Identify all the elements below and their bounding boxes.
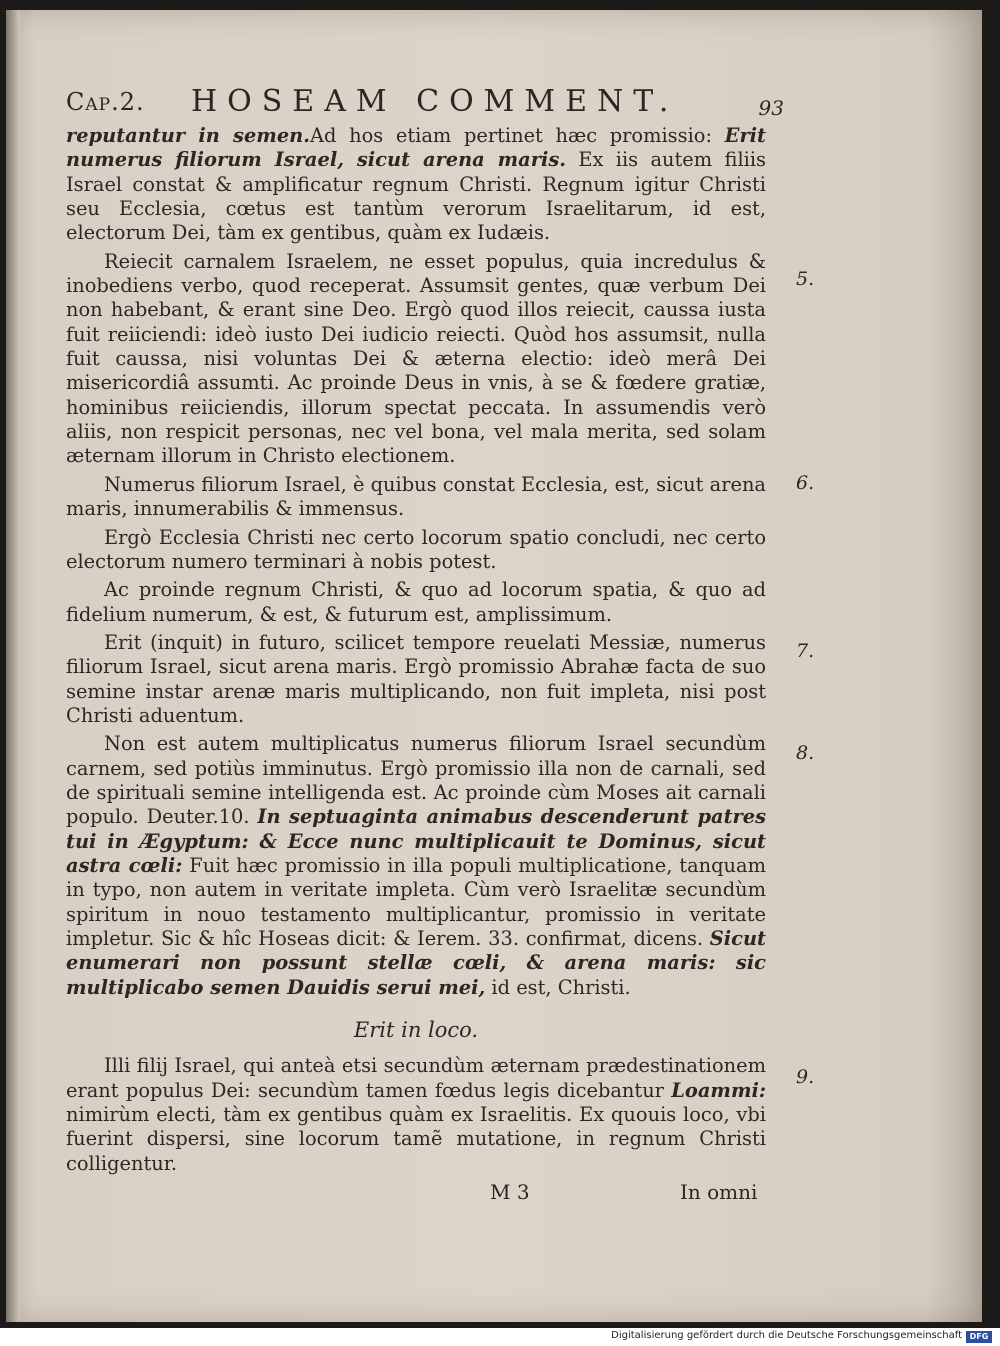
margin-number-5: 5.: [796, 268, 815, 290]
catchword: In omni: [680, 1180, 758, 1204]
text-run: Reiecit carnalem Israelem, ne esset populus, quia incredulus & inobediens verbo, quod receperat. Assumsit gentes, quæ verbum Dei non habebant, & erant sine Deo. Ergò quod illos reiecit, caussa iusta fuit reiiciendi: ideò iusto Dei iudicio reiecti. Quòd hos assumsit, nulla fuit caussa, nisi voluntas Dei & æterna electio: ideò merâ Dei misericordiâ assumti. Ac proinde Deus in vnis, à se & fœdere gratiæ, hominibus reiiciendis, illorum spectat peccata. In assumendis verò aliis, non respicit personas, nec vel bona, vel mala merita, sed solam æternam illorum in Christo electionem.: [66, 249, 766, 468]
signature-mark: M 3: [490, 1180, 530, 1204]
footer-credit: Digitalisierung gefördert durch die Deutsche Forschungsgemeinschaft: [611, 1330, 962, 1341]
text-run: id est, Christi.: [485, 975, 631, 999]
page-body: [66, 124, 766, 1180]
paragraph-6: [66, 631, 766, 728]
page-header: [66, 82, 784, 122]
paragraph-4: [66, 526, 766, 575]
paragraph-7: [66, 732, 766, 1000]
footer-bar: [0, 1328, 1000, 1346]
paragraph-1: [66, 124, 766, 246]
text-run: Ergò Ecclesia Christi nec certo locorum spatio concludi, nec certo electorum numero terminari à nobis potest.: [66, 525, 766, 573]
paragraph-8: [66, 1054, 766, 1176]
text-run: Ad hos etiam pertinet hæc promissio:: [310, 124, 725, 147]
chapter-label: Cap.2.: [66, 88, 145, 116]
italic-quote: In septuaginta animabus descenderunt patres tui in Ægyptum: & Ecce nunc multiplicauit te Dominus, sicut astra cœli:: [66, 805, 766, 877]
paragraph-2: [66, 250, 766, 469]
text-run: Numerus filiorum Israel, è quibus constat Ecclesia, est, sicut arena maris, innumerabilis & immensus.: [66, 472, 766, 521]
dfg-logo: DFG: [966, 1331, 992, 1343]
text-run: Ex iis autem filiis Israel constat & amplificatur regnum Christi. Regnum igitur Christi seu Ecclesia, cœtus est tantùm verorum Israelitarum, id est, electorum Dei, tàm ex gentibus, quàm ex Iudæis.: [66, 148, 767, 245]
paragraph-3: [66, 473, 766, 522]
italic-quote: reputantur in semen.: [66, 124, 311, 147]
text-run: Erit (inquit) in futuro, scilicet tempore reuelati Messiæ, numerus filiorum Israel, sicut arena maris. Ergò promissio Abrahæ facta de suo semine instar arenæ maris multiplicando, non fuit impleta, nisi post Christi aduentum.: [66, 630, 766, 727]
italic-quote: Sicut enumerari non possunt stellæ cœli, & arena maris: sic multiplicabo semen Dauidis serui mei,: [66, 927, 766, 999]
text-run: Non est autem multiplicatus numerus filiorum Israel secundùm carnem, sed potiùs imminutus. Ergò promissio illa non de carnali, sed de spirituali semine intelligenda est. Ac proinde cùm Moses ait carnali populo. Deuter.10.: [66, 732, 766, 829]
margin-number-8: 8.: [796, 742, 815, 764]
running-title: HOSEAM COMMENT.: [191, 84, 679, 119]
text-run: Illi filij Israel, qui anteà etsi secundùm æternam prædestinationem erant populus Dei: secundùm tamen fœdus legis dicebantur: [66, 1054, 766, 1102]
text-run: nimirùm electi, tàm ex gentibus quàm ex Israelitis. Ex quouis loco, vbi fuerint dispersi, sine locorum tamẽ mutatione, in regnum Christi colligentur.: [66, 1103, 766, 1175]
book-page: [6, 10, 982, 1322]
paragraph-5: [66, 578, 766, 627]
italic-quote: Loammi:: [671, 1078, 766, 1102]
italic-quote: Erit numerus filiorum Israel, sicut arena maris.: [66, 124, 766, 172]
section-heading: Erit in loco.: [353, 1018, 479, 1043]
margin-number-9: 9.: [796, 1066, 815, 1088]
margin-number-7: 7.: [796, 640, 815, 662]
text-run: Fuit hæc promissio in illa populi multiplicatione, tanquam in typo, non autem in veritate impleta. Cùm verò Israelitæ secundùm spiritum in nouo testamento multiplicantur, promissio in veritate impletur. Sic & hîc Hoseas dicit: & Ierem. 33. confirmat, dicens.: [66, 853, 766, 950]
page-number: 93: [758, 96, 784, 120]
margin-number-6: 6.: [796, 472, 815, 494]
text-run: Ac proinde regnum Christi, & quo ad locorum spatia, & quo ad fidelium numerum, & est, & futurum est, amplissimum.: [66, 578, 766, 626]
